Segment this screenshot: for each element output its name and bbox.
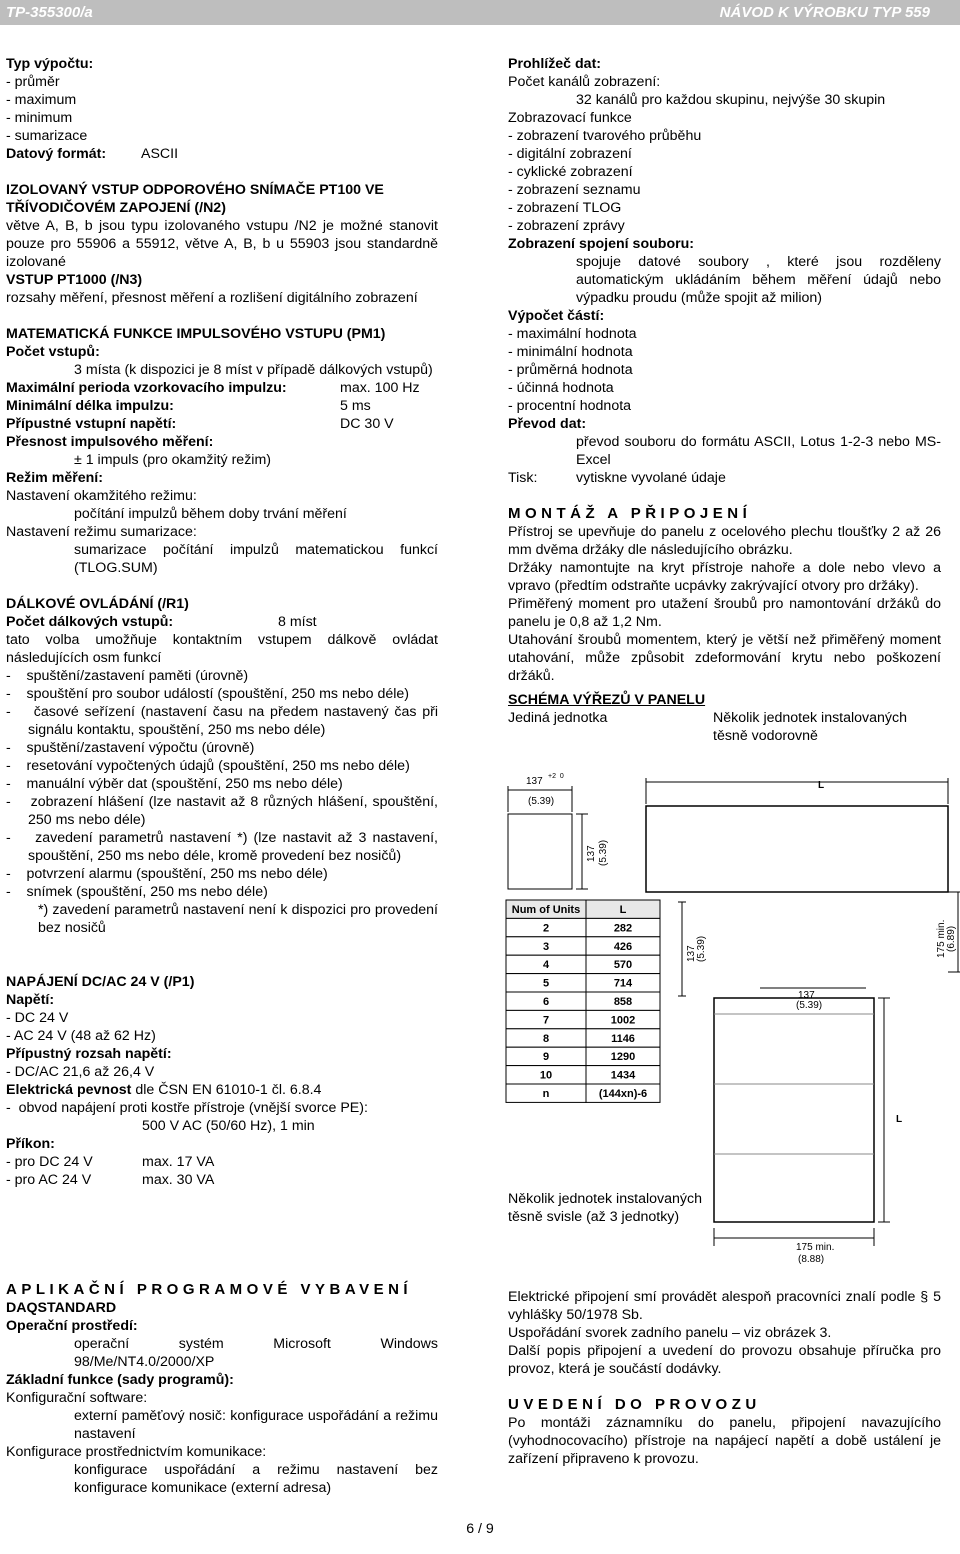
partcalc-item: - účinná hodnota — [508, 380, 614, 396]
consumption-item-value: max. 17 VA — [142, 1154, 215, 1170]
mount-p4: Utahování šroubů momentem, který je větší než přiměřený moment utahování, může způsobit zdeformování krytu nebo poškození držáků. — [508, 632, 941, 684]
partcalc-item: - průměrná hodnota — [508, 362, 633, 378]
table-value: 570 — [613, 959, 633, 972]
config-sw-label: Konfigurační software: — [6, 1390, 148, 1406]
inputs-label: Počet vstupů: — [6, 344, 100, 360]
remote-intro: tato volba umožňuje kontaktním vstupem dálkově ovládat následujících osm funkcí — [6, 632, 438, 666]
dim-137-vert2-label: 137 — [686, 945, 697, 962]
strength-line — [6, 1081, 438, 1099]
config-comm-value: konfigurace uspořádání a režimu nastavení bez konfigurace komunikace (externí adresa) — [74, 1462, 438, 1496]
vert-cutout — [714, 998, 874, 1222]
consumption-label: Příkon: — [6, 1136, 55, 1152]
join-value: spojuje datové soubory , které jsou rozděleny automatickým ukládáním během měření údajů nebo výpadku proudu (může spojit až milion) — [576, 254, 941, 306]
partcalc-item: - procentní hodnota — [508, 398, 632, 414]
remote-item: - spouštění pro soubor událostí (spouštění, 250 ms nebo déle) — [6, 686, 410, 702]
range-item: - DC/AC 21,6 až 26,4 V — [6, 1064, 155, 1080]
multi-vert-label: Několik jednotek instalovaných těsně svisle (až 3 jednotky) — [508, 1191, 703, 1225]
dim-539-vert-label: (5.39) — [598, 839, 609, 866]
elec-p3: Další popis připojení a uvedení do provozu obsahuje příručka pro provoz, která je součástí dodávky. — [508, 1343, 941, 1377]
display-label: Zobrazovací funkce — [508, 110, 632, 126]
print-value: vytiskne vyvolané údaje — [576, 470, 726, 486]
table-value: 8 — [542, 1032, 550, 1045]
consumption-item-label: - pro AC 24 V — [6, 1172, 92, 1188]
table-value: 10 — [539, 1069, 553, 1082]
table-header: Num of Units — [511, 904, 581, 916]
instant-label: Nastavení okamžitého režimu: — [6, 488, 197, 504]
display-item: - zobrazení zprávy — [508, 218, 625, 234]
app-section — [6, 1281, 438, 1497]
pt100-text: větve A, B, b jsou typu izolovaného vstupu /N2 je možné stanovit pouze pro 55906 a 55912, větve A, B, b u 55903 jsou standardně izolované — [6, 218, 438, 270]
consumption-item-label: - pro DC 24 V — [6, 1154, 93, 1170]
pt1000-text: rozsahy měření, přesnost měření a rozlišení digitálního zobrazení — [6, 290, 418, 306]
voltage2-label: Napětí: — [6, 992, 55, 1008]
units-table — [506, 900, 660, 1102]
basic-label: Základní funkce (sady programů): — [6, 1372, 234, 1388]
remote-item: - snímek (spouštění, 250 ms nebo déle) — [6, 884, 268, 900]
table-value: n — [542, 1088, 550, 1100]
app-sub: DAQSTANDARD — [6, 1300, 117, 1316]
mount-p3: Přiměřený moment pro utažení šroubů pro namontování držáků do panelu je 0,8 až 1,2 Nm. — [508, 596, 941, 630]
remote-item: - manuální výběr dat (spouštění, 250 ms nebo déle) — [6, 776, 343, 792]
cutout-labels — [508, 709, 941, 745]
table-value: 426 — [613, 940, 633, 953]
config-comm-label: Konfigurace prostřednictvím komunikace: — [6, 1444, 267, 1460]
table-value: 2 — [542, 922, 550, 935]
display-item: - zobrazení seznamu — [508, 182, 641, 198]
table-value: 858 — [613, 996, 633, 1008]
right-column-lower — [508, 1190, 941, 1468]
table-value: 1434 — [610, 1069, 636, 1082]
table-value: 1002 — [610, 1014, 636, 1027]
power-title: NAPÁJENÍ DC/AC 24 V (/P1) — [6, 974, 195, 990]
strength-value: 500 V AC (50/60 Hz), 1 min — [142, 1118, 315, 1134]
consumption-row — [6, 1171, 438, 1189]
dim-137-tol: +2 0 — [548, 773, 564, 780]
table-value: 9 — [542, 1051, 550, 1064]
table-value: 5 — [542, 977, 550, 990]
display-item: - zobrazení tvarového průběhu — [508, 128, 702, 144]
display-item: - zobrazení TLOG — [508, 200, 622, 216]
os-label: Operační prostředí: — [6, 1318, 138, 1334]
dim-137-top-label: 137 — [798, 990, 815, 1001]
doc-code: TP-355300/a — [6, 4, 93, 21]
table-value: 4 — [542, 959, 550, 972]
convert-label: Převod dat: — [508, 416, 587, 432]
min-length-value: 5 ms — [340, 398, 371, 414]
table-value: (144xn)-6 — [598, 1088, 648, 1100]
range-label: Přípustný rozsah napětí: — [6, 1046, 172, 1062]
partcalc-label: Výpočet částí: — [508, 308, 605, 324]
dim-689-label: (6.89) — [946, 925, 957, 952]
calc-type-item: - sumarizace — [6, 128, 88, 144]
print-label: Tisk: — [508, 470, 538, 486]
remote-item: - zobrazení hlášení (lze nastavit až 8 různých hlášení, spouštění, 250 ms nebo déle) — [6, 794, 438, 828]
dim-539-label: (5.39) — [528, 796, 555, 807]
mode-label: Režim měření: — [6, 470, 103, 486]
dim-175-bottom-label: 175 min. — [796, 1242, 835, 1253]
print-row — [508, 469, 941, 487]
table-value: 714 — [613, 977, 633, 990]
data-format-label: Datový formát: — [6, 146, 107, 162]
consumption-row — [6, 1153, 438, 1171]
strength-item: - obvod napájení proti kostře přístroje (vnější svorce PE): — [6, 1100, 368, 1116]
mount-p1: Přístroj se upevňuje do panelu z ocelového plechu tloušťky 2 až 26 mm dvěma držáky dle následujícího obrázku. — [508, 524, 941, 558]
channels-value: 32 kanálů pro každou skupinu, nejvýše 30 skupin — [576, 92, 886, 108]
os-value: operační systém Microsoft Windows 98/Me/NT4.0/2000/XP — [74, 1336, 438, 1370]
page-header — [0, 0, 960, 25]
table-value: 6 — [542, 996, 550, 1008]
doc-title: NÁVOD K VÝROBKU TYP 559 — [719, 4, 930, 21]
voltage-label: Přípustné vstupní napětí: — [6, 416, 177, 432]
voltage2-item: - DC 24 V — [6, 1010, 69, 1026]
remote-title: DÁLKOVÉ OVLÁDÁNÍ (/R1) — [6, 596, 189, 612]
sum-value: sumarizace počítání impulzů matematickou funkcí (TLOG.SUM) — [74, 542, 438, 576]
accuracy-value: ± 1 impuls (pro okamžitý režim) — [74, 452, 271, 468]
remote-note: *) zavedení parametrů nastavení není k dispozici pro provedení bez nosičů — [38, 902, 438, 936]
viewer-label: Prohlížeč dat: — [508, 56, 602, 72]
dim-137-label: 137 — [526, 776, 543, 787]
remote-count-label: Počet dálkových vstupů: — [6, 614, 174, 630]
calc-type-title: Typ výpočtu: — [6, 56, 94, 72]
strength-rest: dle ČSN EN 61010-1 čl. 6.8.4 — [131, 1082, 322, 1098]
table-header: L — [619, 904, 627, 916]
dim-L-vert-label: L — [896, 1114, 903, 1125]
table-value: 1146 — [611, 1032, 635, 1045]
consumption-item-value: max. 30 VA — [142, 1172, 215, 1188]
table-value: 282 — [613, 922, 633, 935]
start-text: Po montáži záznamníku do panelu, připojení navazujícího (vyhodnocovacího) přístroje na napájecí napětí a době ustálení je zařízení připraveno k provozu. — [508, 1415, 941, 1467]
dim-L-label: L — [818, 780, 825, 791]
table-value: 3 — [542, 940, 550, 953]
partcalc-item: - maximální hodnota — [508, 326, 637, 342]
accuracy-label: Přesnost impulsového měření: — [6, 434, 214, 450]
table-value: 7 — [542, 1014, 550, 1027]
table-value: 1290 — [610, 1051, 636, 1064]
voltage-value: DC 30 V — [340, 416, 394, 432]
calc-type-item: - minimum — [6, 110, 73, 126]
remote-count-value: 8 míst — [278, 614, 317, 630]
pt1000-title: VSTUP PT1000 (/N3) — [6, 272, 143, 288]
left-column — [6, 55, 438, 1189]
app-title: APLIKAČNÍ PROGRAMOVÉ VYBAVENÍ — [6, 1281, 413, 1298]
mount-title: MONTÁŽ A PŘIPOJENÍ — [508, 505, 752, 522]
voltage2-item: - AC 24 V (48 až 62 Hz) — [6, 1028, 156, 1044]
dim-175-label: 175 min. — [936, 919, 947, 958]
join-label: Zobrazení spojení souboru: — [508, 236, 695, 252]
mount-p2: Držáky namontujte na kryt přístroje nahoře a dole nebo vlevo a vpravo (předtím odstraňte ucpávky zakrývající otvory pro držáky). — [508, 560, 941, 594]
cutout-title: SCHÉMA VÝŘEZŮ V PANELU — [508, 692, 706, 708]
elec-p2: Uspořádání svorek zadního panelu – viz obrázek 3. — [508, 1325, 832, 1341]
max-period-label: Maximální perioda vzorkovacího impulzu: — [6, 380, 287, 396]
display-item: - cyklické zobrazení — [508, 164, 633, 180]
data-format-row — [6, 145, 438, 163]
channels-label: Počet kanálů zobrazení: — [508, 74, 661, 90]
page-number: 6 / 9 — [466, 1521, 494, 1537]
dim-137-vert-label: 137 — [586, 845, 597, 862]
max-period-value: max. 100 Hz — [340, 380, 420, 396]
remote-item: - spuštění/zastavení paměti (úrovně) — [6, 668, 249, 684]
convert-value: převod souboru do formátu ASCII, Lotus 1-2-3 nebo MS-Excel — [576, 434, 941, 468]
multi-horiz-label: Několik jednotek instalovaných těsně vodorovně — [713, 710, 908, 744]
instant-value: počítání impulzů během doby trvání měření — [74, 506, 347, 522]
dim-539-top-label: (5.39) — [796, 1000, 823, 1011]
elec-p1: Elektrické připojení smí provádět alespoň pracovníci znalí podle § 5 vyhlášky 50/1978 Sb. — [508, 1289, 941, 1323]
horiz-cutout — [646, 806, 948, 892]
remote-count-row — [6, 613, 438, 631]
inputs-value: 3 místa (k dispozici je 8 míst v případě dálkových vstupů) — [74, 362, 433, 378]
config-sw-value: externí paměťový nosič: konfigurace uspořádání a režimu nastavení — [74, 1408, 438, 1442]
cutout-diagram — [498, 762, 960, 1264]
partcalc-item: - minimální hodnota — [508, 344, 633, 360]
remote-item: - zavedení parametrů nastavení *) (lze nastavit až 3 nastavení, spouštění, 250 ms nebo déle, kromě provedení bez nosičů) — [6, 830, 438, 864]
strength-bold: Elektrická pevnost — [6, 1082, 132, 1098]
start-title: UVEDENÍ DO PROVOZU — [508, 1396, 761, 1413]
remote-item: - spuštění/zastavení výpočtu (úrovně) — [6, 740, 255, 756]
dim-888-label: (8.88) — [798, 1254, 825, 1264]
right-column — [508, 55, 941, 745]
remote-item: - resetování vypočtených údajů (spouštění, 250 ms nebo déle) — [6, 758, 410, 774]
calc-type-item: - maximum — [6, 92, 77, 108]
voltage-row — [6, 415, 438, 433]
min-length-row — [6, 397, 438, 415]
display-item: - digitální zobrazení — [508, 146, 632, 162]
sum-label: Nastavení režimu sumarizace: — [6, 524, 197, 540]
pt100-title-1: IZOLOVANÝ VSTUP ODPOROVÉHO SNÍMAČE PT100 VE — [6, 182, 384, 198]
pt100-title-2: TŘÍVODIČOVÉM ZAPOJENÍ (/N2) — [6, 200, 226, 216]
data-format-value: ASCII — [141, 146, 179, 162]
dim-539-vert2-label: (5.39) — [696, 935, 707, 962]
calc-type-item: - průměr — [6, 74, 60, 90]
single-unit-label: Jediná jednotka — [508, 710, 608, 726]
remote-item: - potvrzení alarmu (spouštění, 250 ms nebo déle) — [6, 866, 328, 882]
remote-item: - časové seřízení (nastavení času na předem nastavený čas při signálu kontaktu, spouštění, 250 ms nebo déle) — [6, 704, 438, 738]
single-cutout — [508, 814, 572, 889]
max-period-row — [6, 379, 438, 397]
pm1-title: MATEMATICKÁ FUNKCE IMPULSOVÉHO VSTUPU (PM1) — [6, 326, 386, 342]
min-length-label: Minimální délka impulzu: — [6, 398, 174, 414]
